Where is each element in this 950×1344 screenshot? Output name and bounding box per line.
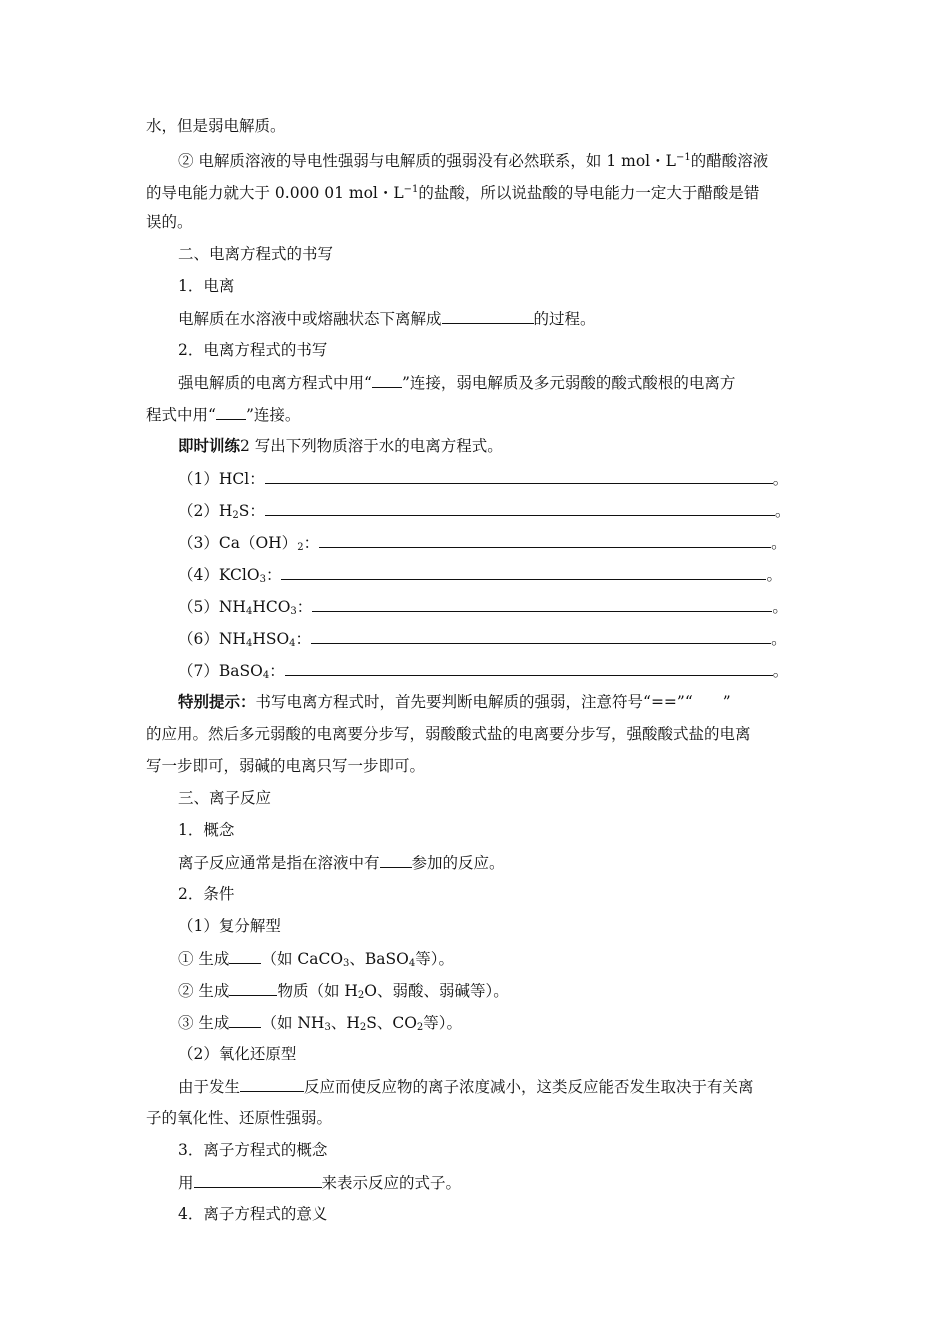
text: 。 <box>772 470 789 488</box>
answer-blank[interactable] <box>229 948 261 964</box>
answer-blank[interactable] <box>265 468 773 484</box>
subscript: 2 <box>357 990 365 1001</box>
item-title <box>178 1140 327 1160</box>
superscript: −1 <box>675 152 691 163</box>
text: 用 <box>178 1174 194 1192</box>
subscript: 4 <box>408 958 416 969</box>
item-title <box>178 340 327 360</box>
text: 。 <box>774 502 791 520</box>
text: 写一步即可，弱碱的电离只写一步即可。 <box>146 757 426 775</box>
subscript: 4 <box>262 670 270 681</box>
item-title <box>178 820 234 840</box>
text: HCO <box>252 598 291 616</box>
text: ” <box>722 693 731 711</box>
text: 2．电离方程式的书写 <box>178 341 328 359</box>
sub-item-title <box>178 916 281 936</box>
answer-blank[interactable] <box>285 660 773 676</box>
fill-blank-line <box>178 308 596 329</box>
text: 、BaSO <box>349 950 409 968</box>
paragraph-line <box>146 116 286 136</box>
answer-blank[interactable] <box>312 596 772 612</box>
answer-blank[interactable] <box>380 852 412 868</box>
text: 参加的反应。 <box>411 854 505 872</box>
answer-blank[interactable] <box>216 404 246 420</box>
practice-item-6 <box>178 628 787 654</box>
text: 1．概念 <box>178 821 235 839</box>
answer-blank[interactable] <box>229 1012 261 1028</box>
practice-item-5 <box>178 596 788 622</box>
text: 子的氧化性、还原性强弱。 <box>146 1109 333 1127</box>
item-title <box>178 884 234 904</box>
practice-heading <box>178 436 503 456</box>
text: ： <box>269 662 285 680</box>
text: ”连接。 <box>245 406 301 424</box>
text: 等）。 <box>423 1014 463 1032</box>
text: 、H <box>330 1014 360 1032</box>
text: 的醋酸溶液 <box>690 152 769 170</box>
tip-line <box>146 724 751 744</box>
paragraph-line <box>146 180 759 203</box>
subscript: 2 <box>297 542 304 553</box>
text: 程式中用“ <box>146 406 216 424</box>
text: ”连接，弱电解质及多元弱酸的酸式酸根的电离方 <box>401 374 736 392</box>
text: （2）氧化还原型 <box>178 1045 297 1063</box>
text: ： <box>296 598 313 616</box>
text: 。 <box>766 566 782 584</box>
answer-blank[interactable] <box>372 372 402 388</box>
superscript: −1 <box>403 184 419 195</box>
answer-blank[interactable] <box>281 564 766 580</box>
subscript: 4 <box>245 606 253 617</box>
subscript: 3 <box>290 606 297 617</box>
text: 4．离子方程式的意义 <box>178 1205 328 1223</box>
text: （如 NH <box>261 1014 325 1032</box>
text: 电解质在水溶液中或熔融状态下离解成 <box>178 310 442 328</box>
text: 强电解质的电离方程式中用“ <box>178 374 372 392</box>
heading-text: 三、离子反应 <box>178 789 272 807</box>
answer-blank[interactable] <box>194 1172 322 1188</box>
practice-item-7 <box>178 660 788 686</box>
answer-blank[interactable] <box>229 980 277 996</box>
text: 。 <box>771 630 787 648</box>
text: ： <box>265 566 282 584</box>
practice-item-2 <box>178 500 790 526</box>
subscript: 3 <box>343 958 350 969</box>
text: 等）。 <box>415 950 455 968</box>
tip-line <box>178 692 731 712</box>
text: 书写电离方程式时，首先要判断电解质的强弱，注意符号“==”“ <box>255 693 693 711</box>
text: 来表示反应的式子。 <box>321 1174 462 1192</box>
text: 。 <box>772 662 789 680</box>
text: （3）Ca（OH） <box>178 534 298 552</box>
fill-blank-line <box>178 1076 754 1097</box>
text: 的应用。然后多元弱酸的电离要分步写，弱酸酸式盐的电离要分步写，强酸酸式盐的电离 <box>146 725 751 743</box>
answer-blank[interactable] <box>240 1076 304 1092</box>
answer-blank[interactable] <box>442 308 534 324</box>
text: ： <box>303 534 320 552</box>
text: 物质（如 H <box>277 982 358 1000</box>
heading-text: 二、电离方程式的书写 <box>178 245 334 263</box>
text: 反应而使反应物的离子浓度减小，这类反应能否发生取决于有关离 <box>304 1078 754 1096</box>
text: （4）KClO <box>178 566 260 584</box>
subscript: 2 <box>359 1022 367 1033</box>
paragraph-line <box>146 1108 332 1128</box>
text: S： <box>238 502 265 520</box>
text: 离子反应通常是指在溶液中有 <box>178 854 380 872</box>
text: ② 生成 <box>178 982 230 1000</box>
tip-label: 特别提示： <box>178 693 256 711</box>
text: 的盐酸，所以说盐酸的导电能力一定大于醋酸是错 <box>418 184 760 202</box>
fill-blank-line <box>178 1172 461 1193</box>
practice-text: 2 写出下列物质溶于水的电离方程式。 <box>240 437 503 455</box>
answer-blank[interactable] <box>319 532 771 548</box>
subscript: 3 <box>324 1022 331 1033</box>
text: 。 <box>771 534 787 552</box>
section-heading <box>178 788 271 808</box>
text: ① 生成 <box>178 950 230 968</box>
text: 的过程。 <box>533 310 596 328</box>
subscript: 4 <box>245 638 253 649</box>
text: 2．条件 <box>178 885 235 903</box>
text: ② 电解质溶液的导电性强弱与电解质的强弱没有必然联系，如 1 mol・L <box>178 152 676 170</box>
text: （2）H <box>178 502 233 520</box>
answer-blank[interactable] <box>265 500 775 516</box>
subscript: 2 <box>416 1022 424 1033</box>
fill-blank-line <box>178 980 509 1006</box>
section-heading <box>178 244 333 264</box>
text: 水，但是弱电解质。 <box>146 117 286 135</box>
tip-line <box>146 756 425 776</box>
text: 。 <box>772 598 788 616</box>
text: 3．离子方程式的概念 <box>178 1141 328 1159</box>
text: 由于发生 <box>178 1078 241 1096</box>
subscript: 3 <box>259 574 266 585</box>
practice-item-1 <box>178 468 788 489</box>
item-title <box>178 276 234 296</box>
text: （6）NH <box>178 630 246 648</box>
sub-item-title <box>178 1044 296 1064</box>
practice-item-4 <box>178 564 782 590</box>
fill-blank-line <box>178 852 505 873</box>
fill-blank-line <box>178 948 454 974</box>
practice-item-3 <box>178 532 787 558</box>
text: 的导电能力就大于 0.000 01 mol・L <box>146 184 404 202</box>
text: （5）NH <box>178 598 246 616</box>
text: （7）BaSO <box>178 662 263 680</box>
text: O、弱酸、弱碱等）。 <box>364 982 509 1000</box>
fill-blank-line <box>178 1012 462 1038</box>
practice-label: 即时训练 <box>178 437 241 455</box>
text: （1）复分解型 <box>178 917 281 935</box>
paragraph-line <box>146 212 193 232</box>
text: S、CO <box>366 1014 417 1032</box>
subscript: 2 <box>232 510 239 521</box>
paragraph-line <box>178 148 768 171</box>
text: ： <box>295 630 312 648</box>
text: 误的。 <box>146 213 193 231</box>
subscript: 4 <box>289 638 296 649</box>
fill-blank-line <box>178 372 735 393</box>
text: 1．电离 <box>178 277 235 295</box>
text: （如 CaCO <box>261 950 344 968</box>
answer-blank[interactable] <box>311 628 771 644</box>
text: ③ 生成 <box>178 1014 230 1032</box>
item-title <box>178 1204 327 1224</box>
text: HSO <box>252 630 290 648</box>
fill-blank-line <box>146 404 300 425</box>
text: （1）HCl： <box>178 470 265 488</box>
